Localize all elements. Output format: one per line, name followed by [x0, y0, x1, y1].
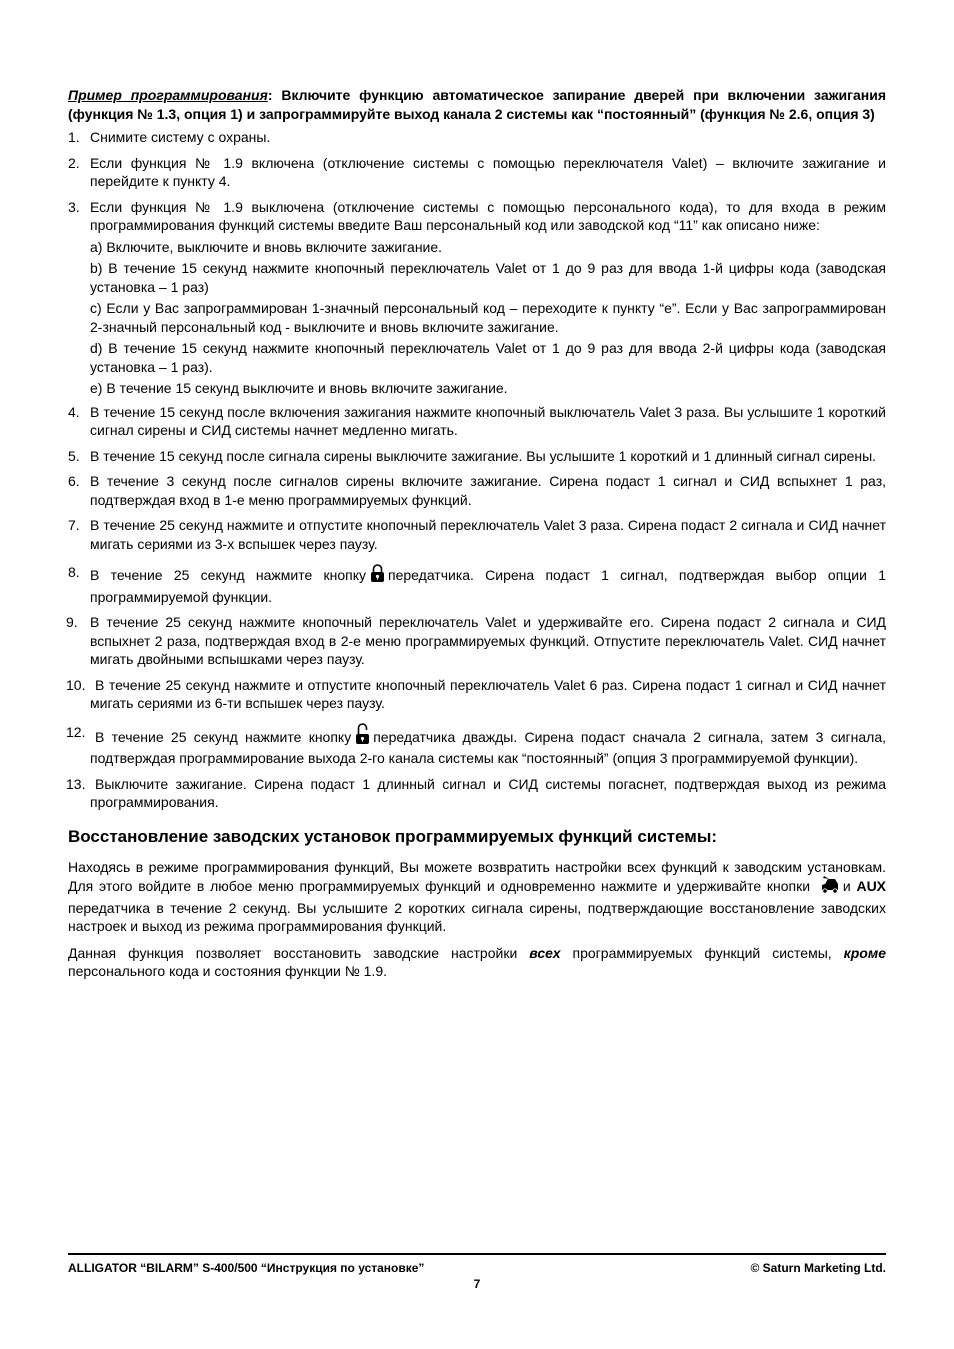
substep-d: d) В течение 15 секунд нажмите кнопочный переключатель Valet от 1 до 9 раз для ввода 2-й цифры кода (заводская установка – 1 раз).	[90, 340, 886, 375]
step-text-after: передатчика дважды. Сирена подаст сначала 2 сигнала, затем 3 сигнала, подтверждая программирование выхода 2-го канала системы как “постоянный” (опция 3 программируемой функции).	[90, 728, 886, 766]
step-4	[68, 403, 886, 440]
intro-paragraph	[68, 86, 886, 123]
footer-copyright: © Saturn Marketing Ltd.	[750, 1261, 886, 1275]
step-7	[68, 516, 886, 553]
step-text: Если функция № 1.9 выключена (отключение системы с помощью персонального кода), то для входа в режим программирования функций системы введите Ваш персональный код или заводской код “11” как описано ниже:	[90, 198, 886, 233]
note-text-1: Данная функция позволяет восстановить заводские настройки	[68, 944, 530, 961]
step-text: В течение 15 секунд после включения зажигания нажмите кнопочный выключатель Valet 3 раза. Вы услышите 1 короткий сигнал сирены и СИД системы начнет медленно мигать.	[90, 403, 886, 438]
step-text-before: В течение 25 секунд нажмите кнопку	[95, 728, 352, 745]
step-12	[68, 723, 886, 768]
intro-colon: :	[267, 87, 273, 103]
restore-paragraph	[68, 858, 886, 936]
step-text: В течение 25 секунд нажмите кнопочный переключатель Valet и удерживайте его. Сирена подаст 2 сигнала и СИД вспыхнет 2 раза, подтверждая вход в 2-е меню программируемых функций. Отпустите переключатель Valet. СИД начнет мигать двойными вспышками через паузу.	[90, 614, 886, 667]
step-number: 6.	[68, 473, 80, 489]
step-2	[68, 154, 886, 191]
page-number: 7	[473, 1277, 481, 1291]
step-9	[68, 613, 886, 669]
note-bold-except: кроме	[843, 944, 886, 961]
step-number: 5.	[68, 447, 80, 464]
step-number: 10.	[66, 676, 86, 693]
example-label: Пример программирования	[68, 87, 268, 103]
trunk-car-icon	[820, 876, 840, 899]
step-number: 8.	[68, 564, 80, 580]
step-text: Если функция № 1.9 включена (отключение системы с помощью переключателя Valet) – включите зажигание и перейдите к пункту 4.	[90, 154, 886, 189]
step-number: 1.	[68, 129, 80, 145]
note-bold-all: всех	[529, 944, 561, 961]
step-number: 9.	[66, 614, 78, 630]
step-text: Снимите систему с охраны.	[90, 129, 271, 145]
substep-e: e) В течение 15 секунд выключите и вновь включите зажигание.	[90, 380, 508, 396]
step-number: 3.	[68, 198, 80, 215]
step-number: 7.	[68, 517, 80, 533]
page-footer	[68, 1253, 886, 1291]
step-text: В течение 3 секунд после сигналов сирены включите зажигание. Сирена подаст 1 сигнал и СИД вспыхнет 1 раз, подтверждая вход в 1-е меню программируемых функций.	[90, 473, 886, 508]
step-5	[68, 447, 886, 466]
step-number: 13.	[66, 775, 86, 792]
unlock-icon	[355, 723, 370, 750]
step-6	[68, 472, 886, 509]
step-number: 4.	[68, 403, 80, 420]
note-text-3: персонального кода и состояния функции № 1.9.	[68, 963, 387, 979]
step-text: В течение 25 секунд нажмите и отпустите кнопочный переключатель Valet 3 раза. Сирена подаст 2 сигнала и СИД начнет мигать сериями из 3-х вспышек через паузу.	[90, 517, 886, 552]
step-text: В течение 15 секунд после сигнала сирены выключите зажигание. Вы услышите 1 короткий и 1 длинный сигнал сирены.	[90, 447, 877, 464]
para-text-after: передатчика в течение 2 секунд. Вы услышите 2 коротких сигнала сирены, подтверждающие восстановление заводских настроек и выход из режима программирования функций.	[68, 899, 886, 934]
para-text-before: Находясь в режиме программирования функций, Вы можете возвратить настройки всех функций к заводским установкам. Для этого войдите в любое меню программируемых функций и одновременно нажмите и удерживайте кнопки	[68, 858, 886, 894]
step-text-after: передатчика. Сирена подаст 1 сигнал, подтверждая выбор опции 1 программируемой функции.	[90, 567, 886, 605]
step-text-before: В течение 25 секунд нажмите кнопку	[90, 567, 367, 583]
intro-text: Включите функцию автоматическое запирание дверей при включении зажигания (функция № 1.3, опция 1) и запрограммируйте выход канала 2 системы как “постоянный” (функция № 2.6, опция 3)	[68, 87, 887, 122]
step-8	[68, 563, 886, 606]
step-text: В течение 25 секунд нажмите и отпустите кнопочный переключатель Valet 6 раз. Сирена подаст 1 сигнал и СИД начнет мигать сериями из 6-ти вспышек через паузу.	[90, 676, 886, 711]
aux-label: AUX	[856, 878, 887, 894]
step-1	[68, 128, 886, 147]
and-text: и	[842, 878, 851, 894]
step-3	[68, 198, 886, 235]
footer-title: ALLIGATOR “BILARM” S-400/500 “Инструкция по установке”	[68, 1261, 425, 1275]
section-title: Восстановление заводских установок программируемых функций системы:	[68, 826, 717, 846]
note-text-2: программируемых функций системы,	[560, 944, 844, 961]
step-10	[68, 676, 886, 713]
step-number: 2.	[68, 154, 80, 171]
step-number: 12.	[66, 723, 86, 740]
note-paragraph	[68, 944, 886, 981]
substep-a: a) Включите, выключите и вновь включите зажигание.	[90, 238, 443, 255]
step-13	[68, 775, 886, 812]
substep-b: b) В течение 15 секунд нажмите кнопочный переключатель Valet от 1 до 9 раз для ввода 1-й цифры кода (заводская установка – 1 раз)	[90, 260, 886, 295]
substep-c: c) Если у Вас запрограммирован 1-значный персональный код – переходите к пункту “е”. Если у Вас запрограммирован 2-значный персональный код - выключите и вновь включите зажигание.	[90, 300, 886, 335]
lock-icon	[370, 563, 385, 588]
step-text: Выключите зажигание. Сирена подаст 1 длинный сигнал и СИД системы погаснет, подтверждая выход из режима программирования.	[90, 775, 886, 810]
document-body	[68, 86, 886, 989]
